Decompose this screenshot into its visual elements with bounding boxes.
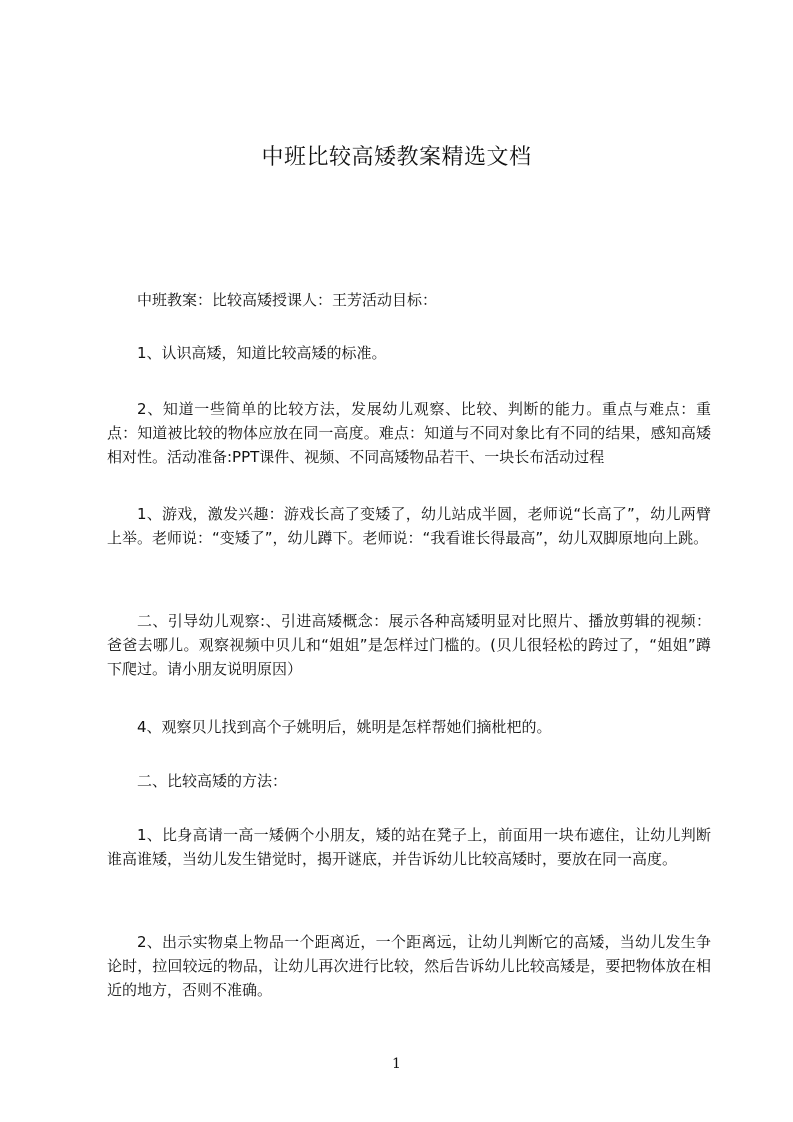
paragraph-observe-4: 4、观察贝儿找到高个子姚明后，姚明是怎样帮她们摘枇杷的。 [137, 718, 552, 736]
paragraph-method-2: 2、出示实物桌上物品一个距离近，一个距离远，让幼儿判断它的高矮，当幼儿发生争论时，拉回较远的物品，让幼儿再次进行比较，然后告诉幼儿比较高矮是，要把物体放在相近的地方，否则不准确。 [107, 933, 711, 999]
paragraph-method-heading: 二、比较高矮的方法： [137, 772, 288, 790]
paragraph-observe: 二、引导幼儿观察:、引进高矮概念：展示各种高矮明显对比照片、播放剪辑的视频：爸爸去哪儿。观察视频中贝儿和“姐姐”是怎样过门槛的。(贝儿很轻松的跨过了，“姐姐”蹲下爬过。请小朋友说明原因） [107, 612, 711, 678]
page-number: 1 [392, 1056, 401, 1072]
paragraph-method-1: 1、比身高请一高一矮俩个小朋友，矮的站在凳子上，前面用一块布遮住，让幼儿判断谁高谁矮，当幼儿发生错觉时，揭开谜底，并告诉幼儿比较高矮时，要放在同一高度。 [107, 826, 711, 868]
paragraph-goal-1: 1、认识高矮，知道比较高矮的标准。 [137, 344, 387, 362]
paragraph-lesson-info: 中班教案：比较高矮授课人：王芳活动目标： [137, 291, 438, 309]
paragraph-goal-2: 2、知道一些简单的比较方法，发展幼儿观察、比较、判断的能力。重点与难点：重点：知道被比较的物体应放在同一高度。难点：知道与不同对象比有不同的结果，感知高矮相对性。活动准备:PPT课件、视频、不同高矮物品若干、一块长布活动过程 [107, 400, 711, 466]
document-title: 中班比较高矮教案精选文档 [261, 145, 532, 170]
paragraph-game: 1、游戏，激发兴趣：游戏长高了变矮了，幼儿站成半圆，老师说“长高了”，幼儿两臂上举。老师说：“变矮了”，幼儿蹲下。老师说：“我看谁长得最高”，幼儿双脚原地向上跳。 [107, 505, 711, 547]
